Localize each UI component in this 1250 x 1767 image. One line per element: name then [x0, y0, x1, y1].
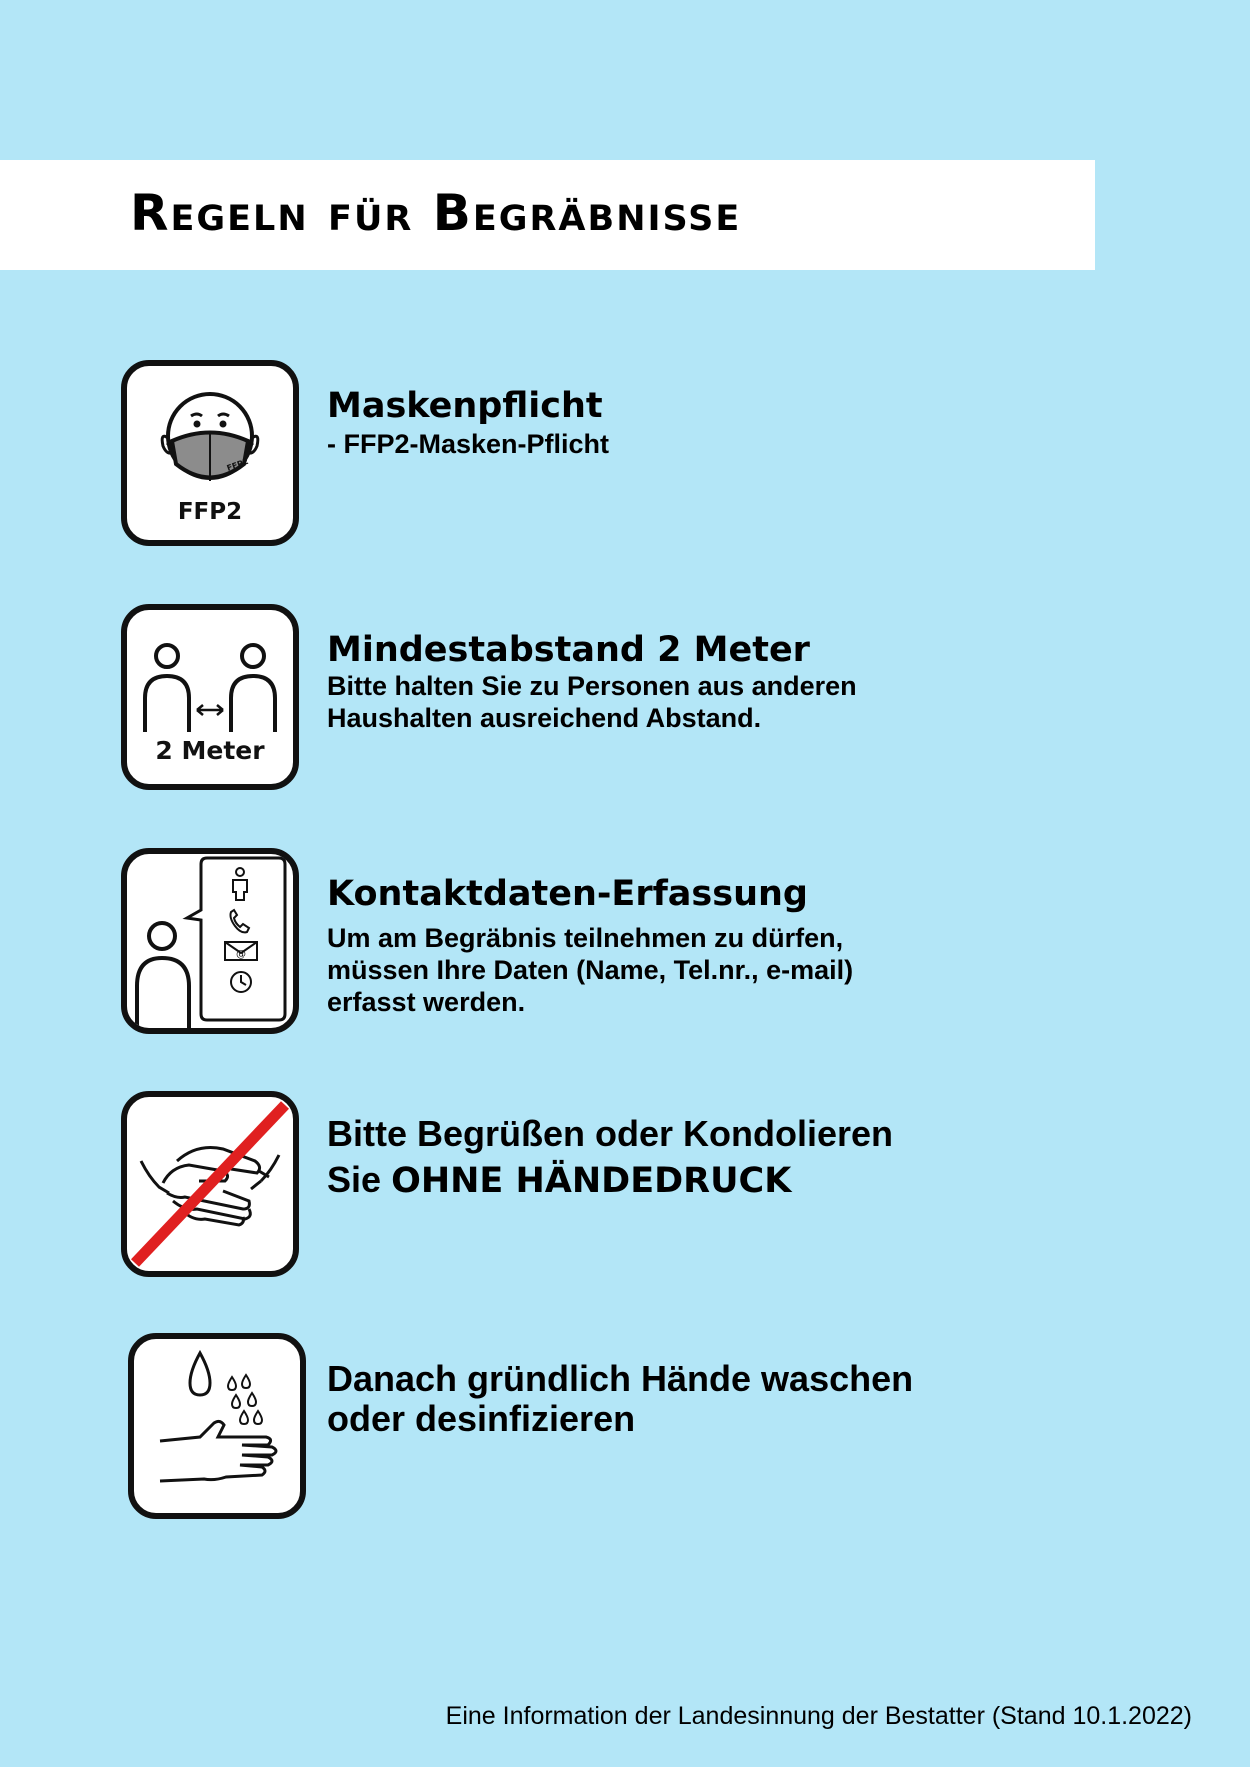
rule-line: erfasst werden. — [327, 987, 526, 1017]
rule-line — [327, 1157, 1087, 1204]
ffp2-label: FFP2 — [177, 499, 243, 525]
title-band — [0, 160, 1095, 270]
rule-line: Haushalten ausreichend Abstand. — [327, 703, 762, 733]
distance-label: 2 Meter — [155, 736, 265, 765]
rule-heading: Kontaktdaten-Erfassung — [327, 874, 808, 914]
mask-print-text: FFP2 — [225, 456, 250, 473]
rule-line-prefix: Sie — [327, 1159, 382, 1200]
svg-text:@: @ — [236, 949, 246, 960]
rule-line: oder desinfizieren — [327, 1398, 636, 1439]
rule-distance-text — [327, 630, 1087, 734]
rule-no-handshake-text — [327, 1111, 1087, 1204]
page-title: Regeln für Begräbnisse — [130, 184, 742, 242]
rule-emphasis: OHNE HÄNDEDRUCK — [391, 1161, 792, 1201]
rule-line: Danach gründlich Hände waschen — [327, 1358, 914, 1399]
rule-distance — [0, 604, 1250, 804]
rule-heading: Mindestabstand 2 Meter — [327, 630, 810, 670]
hand-washing-icon — [128, 1333, 306, 1519]
rule-mask — [0, 360, 1250, 560]
rule-heading: Maskenpflicht — [327, 386, 603, 426]
no-handshake-icon — [121, 1091, 299, 1277]
footer-note: Eine Information der Landesinnung der Bestatter (Stand 10.1.2022) — [445, 1702, 1192, 1730]
rule-line: Bitte Begrüßen oder Kondolieren — [327, 1113, 894, 1154]
rule-contact-data — [0, 848, 1250, 1048]
rule-hand-washing — [0, 1333, 1250, 1533]
contact-data-icon — [121, 848, 299, 1034]
rule-detail: - FFP2-Masken-Pflicht — [327, 429, 610, 459]
rule-line: Um am Begräbnis teilnehmen zu dürfen, — [327, 923, 844, 953]
ffp2-mask-icon — [121, 360, 299, 546]
rule-mask-text — [327, 386, 1087, 460]
rule-line: Bitte halten Sie zu Personen aus anderen — [327, 671, 857, 701]
distance-icon — [121, 604, 299, 790]
rule-hand-washing-text — [327, 1359, 1087, 1439]
rule-line: müssen Ihre Daten (Name, Tel.nr., e-mail) — [327, 955, 854, 985]
rule-contact-data-text — [327, 874, 1087, 1018]
rule-no-handshake — [0, 1091, 1250, 1291]
